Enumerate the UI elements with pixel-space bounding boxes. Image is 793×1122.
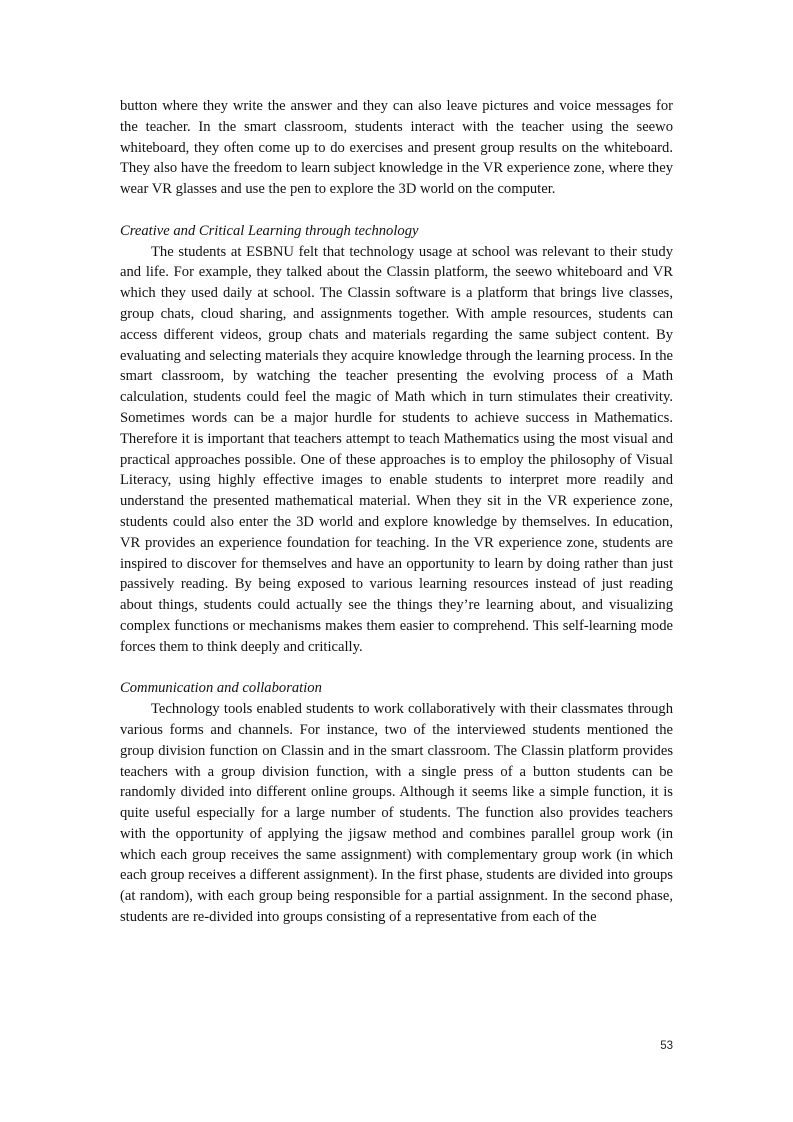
intro-paragraph: button where they write the answer and they can also leave pictures and voice messages for the teacher. In the smart classroom, students interact with the teacher using the seewo whiteboard, they often come up to do exercises and present group results on the whiteboard. They also have the freedom to learn subject knowledge in the VR experience zone, where they wear VR glasses and use the pen to explore the 3D world on the computer. bbox=[120, 98, 673, 198]
communication-paragraph: Technology tools enabled students to work collaboratively with their classmates through various forms and channels. For instance, two of the interviewed students mentioned the group division function on Classin and in the smart classroom. The Classin platform provides teachers with a group division function, with a single press of a button students can be randomly divided into different online groups. Although it seems like a simple function, it is quite useful especially for a large number of students. The function also provides teachers with the opportunity of applying the jigsaw method and combines parallel group work (in which each group receives the same assignment) with complementary group work (in which each group receives a different assignment). In the first phase, students are divided into groups (at random), with each group being responsible for a partial assignment. In the second phase, students are re-divided into groups consisting of a representative from each of the bbox=[120, 701, 673, 926]
creative-paragraph: The students at ESBNU felt that technology usage at school was relevant to their study and life. For example, they talked about the Classin platform, the seewo whiteboard and VR which they used daily at school. The Classin software is a platform that brings live classes, group chats, cloud sharing, and assignments together. With ample resources, students can access different videos, group chats and materials regarding the same subject content. By evaluating and selecting materials they acquire knowledge through the learning process. In the smart classroom, by watching the teacher presenting the evolving process of a Math calculation, students could feel the magic of Math which in turn stimulates their creativity. Sometimes words can be a major hurdle for students to achieve success in Mathematics. Therefore it is important that teachers attempt to teach Mathematics using the most visual and practical approaches possible. One of these approaches is to employ the philosophy of Visual Literacy, using highly effective images to enable students to interpret more readily and understand the presented mathematical material. When they sit in the VR experience zone, students could also enter the 3D world and explore knowledge by themselves. In education, VR provides an experience foundation for teaching. In the VR experience zone, students are inspired to discover for themselves and have an opportunity to learn by doing rather than just passively reading. By being exposed to various learning resources instead of just reading about things, students could actually see the things they’re learning about, and visualizing complex functions or mechanisms makes them easier to comprehend. This self-learning mode forces them to think deeply and critically. bbox=[120, 243, 673, 655]
section-heading-communication: Communication and collaboration bbox=[120, 680, 322, 697]
section-heading-creative: Creative and Critical Learning through technology bbox=[120, 222, 419, 239]
page-body bbox=[120, 96, 673, 928]
page-number: 53 bbox=[660, 1040, 673, 1052]
